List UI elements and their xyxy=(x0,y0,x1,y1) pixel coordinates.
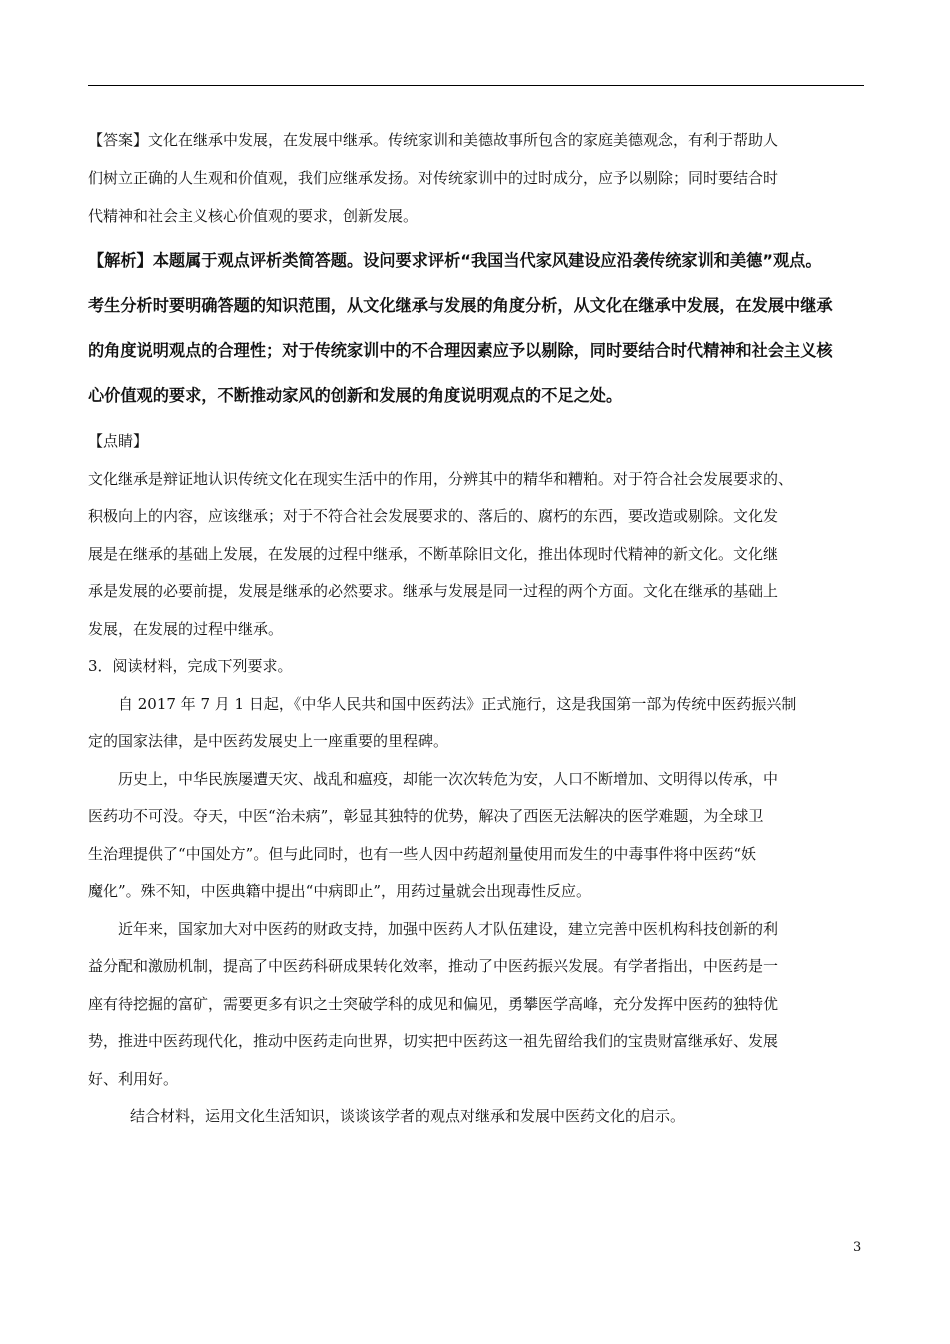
tip-line: 展是在继承的基础上发展，在发展的过程中继承，不断革除旧文化，推出体现时代精神的新文化。文化继 xyxy=(88,544,779,563)
analysis-section xyxy=(88,238,868,418)
analysis-line: 【解析】本题属于观点评析类简答题。设问要求评析“我国当代家风建设应沿袭传统家训和美德”观点。 xyxy=(88,251,822,270)
tip-heading: 【点睛】 xyxy=(88,432,149,450)
answer-line: 们树立正确的人生观和价值观，我们应继承发扬。对传统家训中的过时成分，应予以剔除；同时要结合时 xyxy=(88,169,779,187)
material-line: 魔化”。殊不知，中医典籍中提出“中病即止”，用药过量就会出现毒性反应。 xyxy=(88,882,592,900)
material-line: 历史上，中华民族屡遭天灾、战乱和瘟疫，却能一次次转危为安，人口不断增加、文明得以传承，中 xyxy=(118,769,779,788)
analysis-line: 考生分析时要明确答题的知识范围，从文化继承与发展的角度分析，从文化在继承中发展，在发展中继承 xyxy=(88,296,833,315)
material-line: 势，推进中医药现代化，推动中医药走向世界，切实把中医药这一祖先留给我们的宝贵财富继承好、发展 xyxy=(88,1032,779,1050)
analysis-line: 的角度说明观点的合理性；对于传统家训中的不合理因素应予以剔除，同时要结合时代精神和社会主义核 xyxy=(88,341,833,360)
material-line: 医药功不可没。夺天，中医“治未病”，彰显其独特的优势，解决了西医无法解决的医学难题，为全球卫 xyxy=(88,807,764,825)
material-line: 近年来，国家加大对中医药的财政支持，加强中医药人才队伍建设，建立完善中医机构科技创新的利 xyxy=(118,919,779,938)
question-title: 3．阅读材料，完成下列要求。 xyxy=(88,657,293,675)
tip-line: 文化继承是辩证地认识传统文化在现实生活中的作用，分辨其中的精华和糟粕。对于符合社会发展要求的、 xyxy=(88,469,794,488)
tip-line: 发展，在发展的过程中继承。 xyxy=(88,619,284,638)
header-rule xyxy=(88,85,864,86)
material-line: 座有待挖掘的富矿，需要更多有识之士突破学科的成见和偏见，勇攀医学高峰，充分发挥中医药的独特优 xyxy=(88,994,779,1013)
material-line: 好、利用好。 xyxy=(88,1069,179,1088)
answer-line: 代精神和社会主义核心价值观的要求，创新发展。 xyxy=(88,207,419,225)
tip-line: 积极向上的内容，应该继承；对于不符合社会发展要求的、落后的、腐朽的东西，要改造或剔除。文化发 xyxy=(88,507,779,525)
material-line: 益分配和激励机制，提高了中医药科研成果转化效率，推动了中医药振兴发展。有学者指出，中医药是一 xyxy=(88,957,779,975)
answer-line: 【答案】文化在继承中发展，在发展中继承。传统家训和美德故事所包含的家庭美德观念，有利于帮助人 xyxy=(88,131,779,149)
analysis-line: 心价值观的要求，不断推动家风的创新和发展的角度说明观点的不足之处。 xyxy=(88,386,623,405)
page-number: 3 xyxy=(853,1240,862,1255)
question-prompt: 结合材料，运用文化生活知识，谈谈该学者的观点对继承和发展中医药文化的启示。 xyxy=(130,1107,686,1125)
material-line: 生治理提供了“中国处方”。但与此同时，也有一些人因中药超剂量使用而发生的中毒事件将中医药“妖 xyxy=(88,844,757,863)
material-line: 定的国家法律，是中医药发展史上一座重要的里程碑。 xyxy=(88,732,449,750)
material-line: 自 2017 年 7 月 1 日起，《中华人民共和国中医药法》正式施行，这是我国第一部为传统中医药振兴制 xyxy=(118,694,797,713)
tip-line: 承是发展的必要前提，发展是继承的必然要求。继承与发展是同一过程的两个方面。文化在继承的基础上 xyxy=(88,582,779,600)
tip-section xyxy=(88,423,868,1136)
answer-section xyxy=(88,121,868,235)
